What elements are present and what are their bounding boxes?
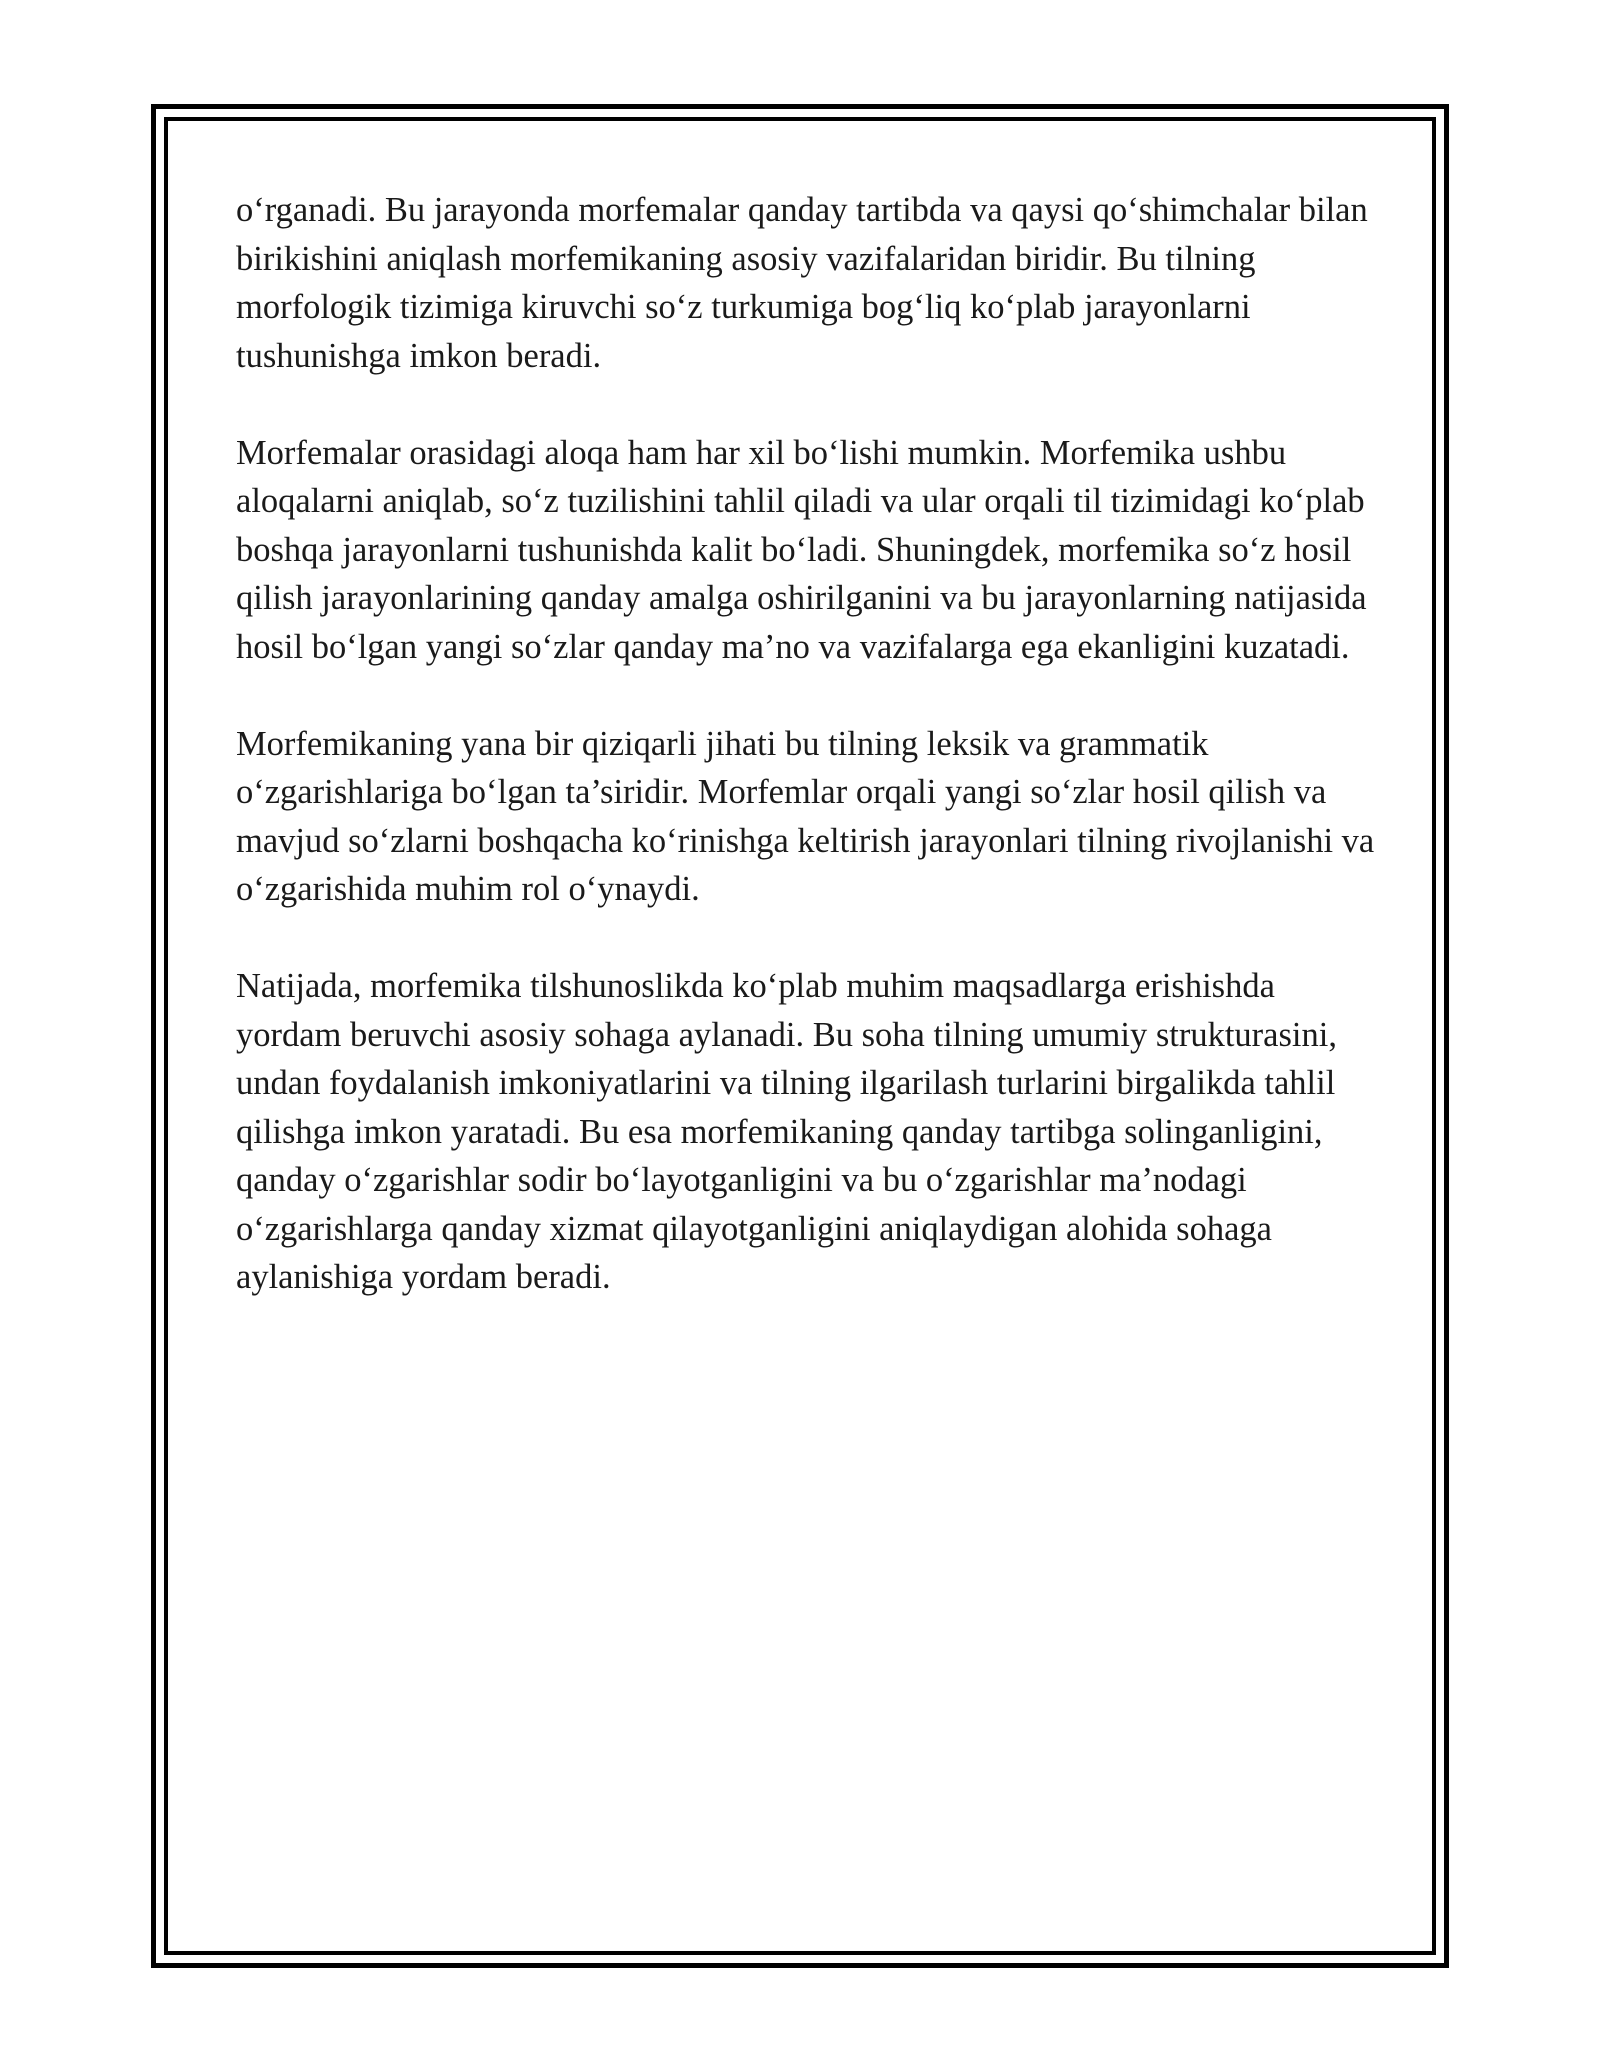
paragraph-3: Morfemikaning yana bir qiziqarli jihati bu tilning leksik va grammatik o‘zgarishlariga bo‘lgan ta’siridir. Morfemlar orqali yangi so‘zlar hosil qilish va mavjud so‘zlarni boshqacha ko‘rinishga keltirish jarayonlari tilning rivojlanishi va o‘zgarishida muhim rol o‘ynaydi. [236, 724, 1375, 908]
paragraph-4: Natijada, morfemika tilshunoslikda ko‘plab muhim maqsadlarga erishishda yordam beruvchi asosiy sohaga aylanadi. Bu soha tilning umumiy strukturasini, undan foydalanish imkoniyatlarini va tilning ilgarilash turlarini birgalikda tahlil qilishga imkon yaratadi. Bu esa morfemikaning qanday tartibga solinganligini, qanday o‘zgarishlar sodir bo‘layotganligini va bu o‘zgarishlar ma’nodagi o‘zgarishlarga qanday xizmat qilayotganligini aniqlaydigan alohida sohaga aylanishiga yordam beradi. [236, 967, 1337, 1296]
paragraph-1: o‘rganadi. Bu jarayonda morfemalar qanday tartibda va qaysi qo‘shimchalar bilan birikishini aniqlash morfemikaning asosiy vazifalaridan biridir. Bu tilning morfologik tizimiga kiruvchi so‘z turkumiga bog‘liq ko‘plab jarayonlarni tushunishga imkon beradi. [236, 191, 1368, 375]
paragraph-2: Morfemalar orasidagi aloqa ham har xil bo‘lishi mumkin. Morfemika ushbu aloqalarni aniqlab, so‘z tuzilishini tahlil qiladi va ular orqali til tizimidagi ko‘plab boshqa jarayonlarni tushunishda kalit bo‘ladi. Shuningdek, morfemika so‘z hosil qilish jarayonlarining qanday amalga oshirilganini va bu jarayonlarning natijasida hosil bo‘lgan yangi so‘zlar qanday ma’no va vazifalarga ega ekanligini kuzatadi. [236, 433, 1367, 666]
document-body [236, 186, 1376, 1350]
